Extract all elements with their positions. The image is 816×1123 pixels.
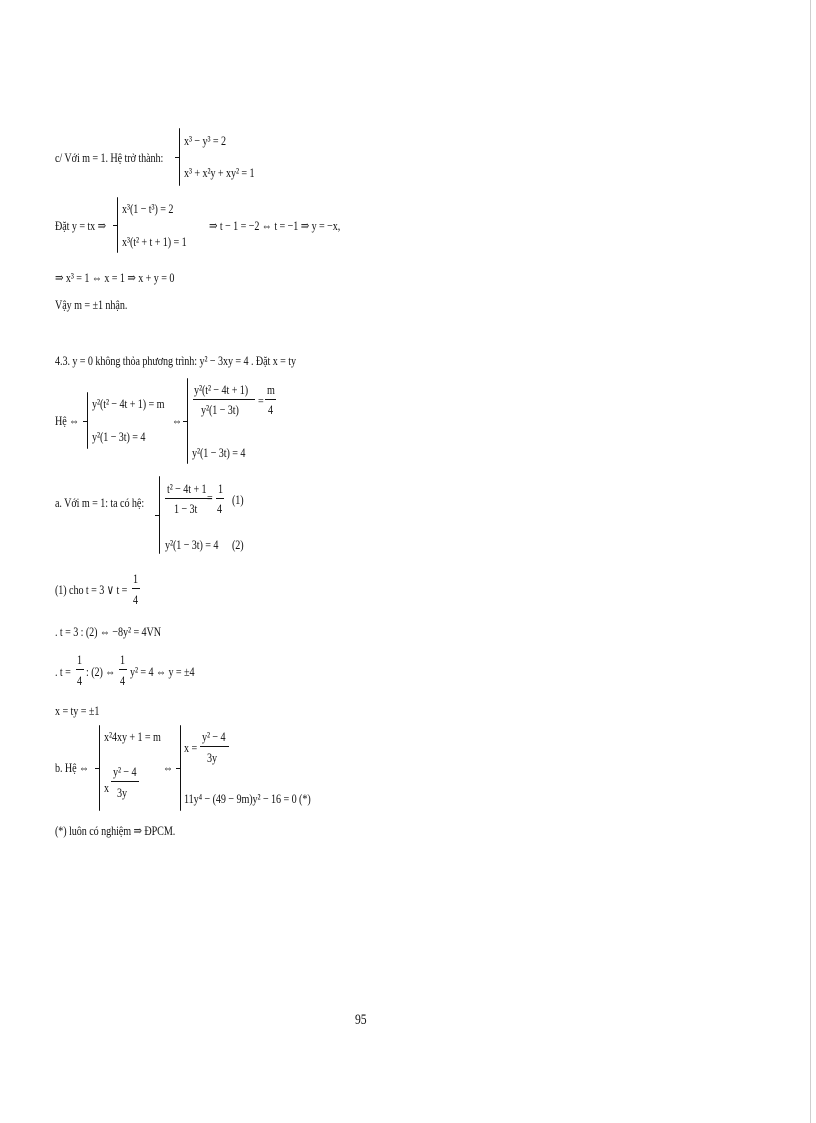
case-line: y² = 4 ⇔ y = ±4 (130, 664, 195, 679)
equals-sign: = (207, 490, 213, 505)
fraction-bar (193, 399, 255, 400)
brace (117, 197, 118, 253)
fraction-bar (200, 746, 229, 747)
equation: 11y⁴ − (49 − 9m)y² − 16 = 0 (*) (184, 791, 311, 806)
equation: x³(1 − t³) = 2 (122, 201, 174, 216)
fraction-bar (265, 399, 276, 400)
equation: x (104, 780, 109, 795)
result-line: x = ty = ±1 (55, 703, 100, 718)
fraction-numerator: 1 (77, 652, 82, 667)
equation: y²(1 − 3t) = 4 (92, 429, 146, 444)
case-line: . t = (55, 664, 71, 679)
case-line: : (2) ⇔ (86, 664, 116, 679)
equation: y²(1 − 3t) = 4 (165, 537, 219, 552)
brace (99, 725, 100, 811)
fraction-denominator: 3y (117, 785, 127, 800)
equation: x³ − y³ = 2 (184, 133, 227, 148)
equation: x³(t² + t + 1) = 1 (122, 234, 187, 249)
fraction-numerator: y²(t² − 4t + 1) (194, 382, 249, 397)
brace (159, 476, 160, 554)
fraction-denominator: 4 (217, 501, 222, 516)
fraction-numerator: 1 (218, 481, 223, 496)
he-label: Hệ ⇔ (55, 413, 80, 428)
solution-line: (1) cho t = 3 ∨ t = (55, 582, 128, 597)
part-a-label: a. Với m = 1: ta có hệ: (55, 495, 145, 510)
fraction-bar (216, 498, 224, 499)
fraction-numerator: y² − 4 (202, 729, 226, 744)
case-line: . t = 3 : (2) ⇔ −8y² = 4VN (55, 624, 162, 639)
fraction-bar (132, 588, 140, 589)
fraction-denominator: 4 (120, 673, 125, 688)
equation: y²(t² − 4t + 1) = m (92, 396, 165, 411)
brace (87, 392, 88, 449)
equation: ⇒ t − 1 = −2 ⇔ t = −1 ⇒ y = −x, (209, 218, 341, 233)
fraction-numerator: 1 (120, 652, 125, 667)
equation-tag: (2) (232, 537, 244, 552)
equation: x²4xy + 1 = m (104, 729, 161, 744)
fraction-denominator: 4 (133, 592, 138, 607)
section-intro: 4.3. y = 0 không thỏa phương trình: y² − 3xy = 4 . Đặt x = ty (55, 353, 297, 368)
fraction-denominator: 1 − 3t (174, 501, 198, 516)
fraction-denominator: 4 (268, 402, 273, 417)
equation: y²(1 − 3t) = 4 (192, 445, 246, 460)
fraction-denominator: y²(1 − 3t) (201, 402, 239, 417)
page-edge (810, 0, 811, 1123)
equation-tag: (1) (232, 492, 244, 507)
fraction-denominator: 4 (77, 673, 82, 688)
conclusion-text: Vậy m = ±1 nhận. (55, 297, 128, 312)
equiv-symbol: ⇔ (163, 760, 174, 775)
fraction-numerator: y² − 4 (113, 764, 137, 779)
brace (179, 128, 180, 186)
fraction-bar (76, 669, 84, 670)
fraction-numerator: 1 (133, 571, 138, 586)
equation: x = (184, 740, 198, 755)
substitution-label: Đặt y = tx ⇒ (55, 218, 107, 233)
fraction-numerator: t² − 4t + 1 (167, 481, 207, 496)
brace (180, 725, 181, 811)
equation: x³ + x²y + xy² = 1 (184, 165, 255, 180)
fraction-bar (111, 781, 139, 782)
equals-sign: = (258, 393, 264, 408)
fraction-bar (165, 498, 212, 499)
equation-line: ⇒ x³ = 1 ⇔ x = 1 ⇒ x + y = 0 (55, 270, 175, 285)
conclusion-text: (*) luôn có nghiệm ⇒ ĐPCM. (55, 823, 176, 838)
fraction-denominator: 3y (207, 750, 217, 765)
part-b-label: b. Hệ ⇔ (55, 760, 90, 775)
brace (187, 378, 188, 464)
fraction-numerator: m (267, 382, 275, 397)
fraction-bar (119, 669, 127, 670)
equiv-symbol: ⇔ (172, 413, 183, 428)
c-label: c/ Với m = 1. Hệ trở thành: (55, 150, 164, 165)
page-number: 95 (355, 1012, 367, 1028)
